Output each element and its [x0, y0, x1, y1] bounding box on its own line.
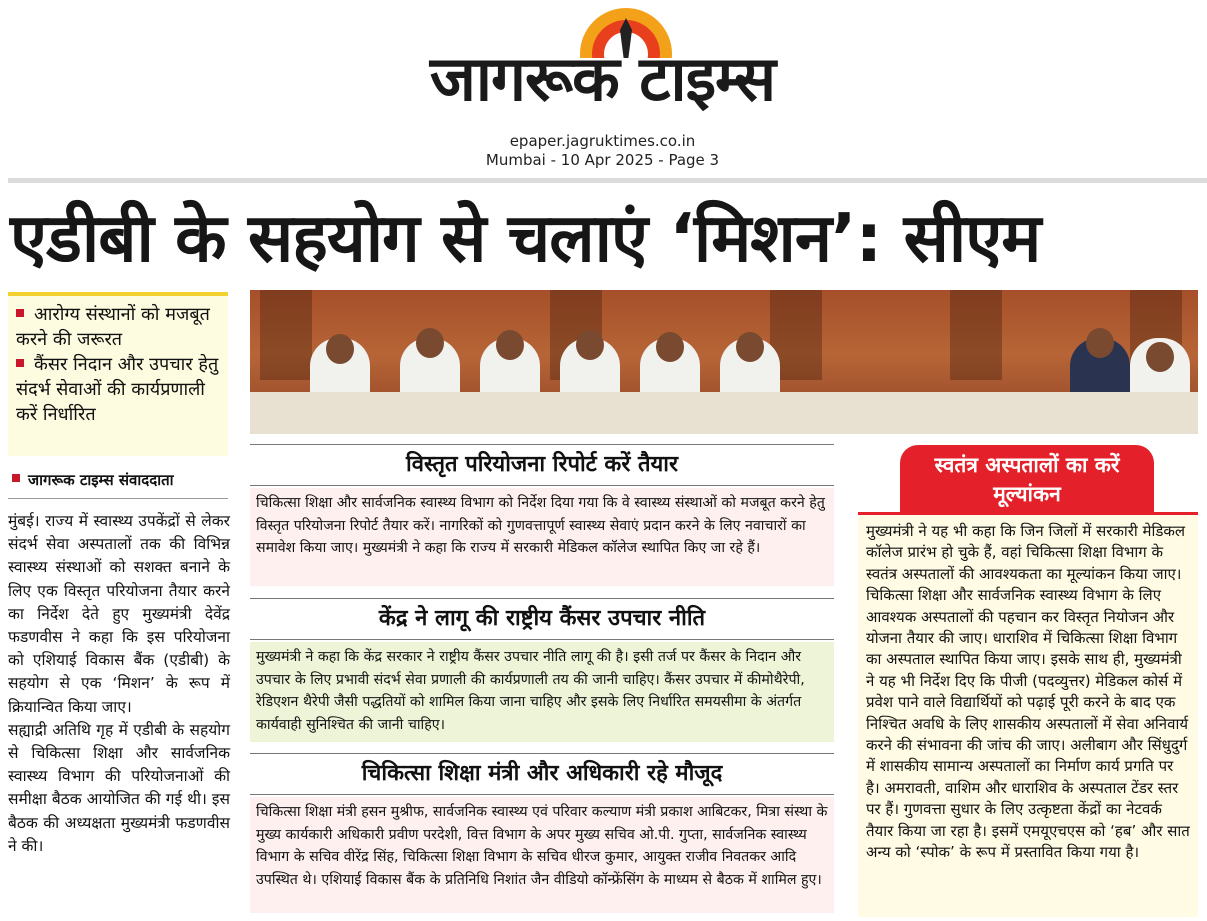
highlight-item: आरोग्य संस्थानों को मजबूत करने की जरूरत [16, 304, 210, 350]
article-paragraph: मुंबई। राज्य में स्वास्थ्य उपकेंद्रों से लेकर संदर्भ सेवा अस्पतालों तक की विभिन्न स्वास्थ्य संस्थाओं को सशक्त बनाने के लिए एक विस्तृत परियोजना तैयार करने का निर्देश देते हुए मुख्यमंत्री देवेंद्र फडणवीस ने कहा कि इस परियोजना को एशियाई विकास बैंक (एडीबी) के सहयोग से एक ‘मिशन’ के रूप में क्रियान्वित किया जाए। [8, 512, 230, 716]
reporter-byline: जागरूक टाइम्स संवाददाता [12, 470, 228, 490]
highlight-item: कैंसर निदान और उपचार हेतु संदर्भ सेवाओं की कार्यप्रणाली करें निर्धारित [16, 354, 219, 425]
site-url[interactable]: epaper.jagruktimes.co.in [509, 132, 696, 150]
page-headline: एडीबी के सहयोग से चलाएं ‘मिशन’: सीएम [10, 199, 1041, 277]
highlights-box [8, 292, 228, 456]
right-column-body: मुख्यमंत्री ने यह भी कहा कि जिन जिलों में सरकारी मेडिकल कॉलेज प्रारंभ हो चुके हैं, वहां चिकित्सा शिक्षा विभाग के स्वतंत्र अस्पतालों की आवश्यकता का मूल्यांकन किया जाए। चिकित्सा शिक्षा और सार्वजनिक स्वास्थ्य विभाग के लिए आवश्यक अस्पतालों की पहचान कर विस्तृत नियोजन और योजना तैयार की जाए। धाराशिव में चिकित्सा शिक्षा विभाग का अस्पताल स्थापित किया जाए। इसके साथ ही, मुख्यमंत्री ने यह भी निर्देश दिए कि पीजी (पदव्युत्तर) मेडिकल कोर्स में प्रवेश पाने वाले विद्यार्थियों को पढ़ाई पूरी करने के बाद एक निश्चित अवधि के लिए शासकीय अस्पतालों में सेवा अनिवार्य करने की संभावना की जांच की जाए। अलीबाग और सिंधुदुर्ग में शासकीय सामान्य अस्पतालों का निर्माण कार्य प्रगति पर है। अमरावती, वाशिम और धाराशिव के अस्पताल टेंडर स्तर पर हैं। गुणवत्ता सुधार के लिए उत्कृष्टता केंद्रों का नेटवर्क तैयार किया जा रहा है। इसमें एमयूएचएस को ‘हब’ और सात अन्य को ‘स्पोक’ के रूप में प्रस्तावित किया गया है। [858, 512, 1198, 917]
square-bullet-icon [16, 359, 24, 367]
meeting-photo [250, 290, 1198, 434]
section-body: चिकित्सा शिक्षा मंत्री हसन मुश्रीफ, सार्वजनिक स्वास्थ्य एवं परिवार कल्याण मंत्री प्रकाश आबिटकर, मित्रा संस्था के मुख्य कार्यकारी अधिकारी प्रवीण परदेशी, वित्त विभाग के अपर मुख्य सचिव ओ.पी. गुप्ता, सार्वजनिक स्वास्थ्य विभाग के सचिव वीरेंद्र सिंह, चिकित्सा शिक्षा विभाग के सचिव धीरज कुमार, आयुक्त राजीव निवतकर आदि उपस्थित थे। एशियाई विकास बैंक के प्रतिनिधि निशांत जैन वीडियो कॉन्फ्रेंसिंग के माध्यम से बैठक में शामिल हुए। [250, 797, 834, 913]
newspaper-logo: जागरूक टाइम्स [429, 42, 776, 115]
section-heading: चिकित्सा शिक्षा मंत्री और अधिकारी रहे मौजूद [250, 753, 834, 795]
section-body: चिकित्सा शिक्षा और सार्वजनिक स्वास्थ्य विभाग को निर्देश दिया गया कि वे स्वास्थ्य संस्थाओं को मजबूत करने हेतु विस्तृत परियोजना रिपोर्ट तैयार करें। नागरिकों को गुणवत्तापूर्ण स्वास्थ्य सेवाएं प्रदान करने के लिए नवाचारों का समावेश किया जाए। मुख्यमंत्री ने कहा कि राज्य में सरकारी मेडिकल कॉलेज स्थापित किए जा रहे हैं। [250, 488, 834, 586]
section-body: मुख्यमंत्री ने कहा कि केंद्र सरकार ने राष्ट्रीय कैंसर उपचार नीति लागू की है। इसी तर्ज पर कैंसर के निदान और उपचार के लिए प्रभावी संदर्भ सेवा प्रणाली की कार्यप्रणाली तय की जानी चाहिए। कैंसर उपचार में कीमोथैरेपी, रेडिएशन थैरेपी जैसी पद्धतियों को शामिल किया जाना चाहिए और इसके लिए निर्धारित समयसीमा के अंतर्गत कार्यवाही सुनिश्चित की जानी चाहिए। [250, 642, 834, 742]
right-column-heading: स्वतंत्र अस्पतालों का करें मूल्यांकन [900, 445, 1154, 513]
masthead [400, 0, 805, 118]
byline-divider [8, 498, 228, 499]
article-paragraph: सह्याद्री अतिथि गृह में एडीबी के सहयोग से चिकित्सा शिक्षा और सार्वजनिक स्वास्थ्य विभाग की परियोजनाओं की समीक्षा बैठक आयोजित की गई थी। इस बैठक की अध्यक्षता मुख्यमंत्री फडणवीस ने की। [8, 720, 230, 855]
section-heading: विस्तृत परियोजना रिपोर्ट करें तैयार [250, 444, 834, 486]
section-heading: केंद्र ने लागू की राष्ट्रीय कैंसर उपचार नीति [250, 598, 834, 640]
left-column-article [8, 510, 230, 858]
dateline: Mumbai - 10 Apr 2025 - Page 3 [485, 151, 720, 169]
masthead-divider [8, 178, 1207, 183]
square-bullet-icon [16, 309, 24, 317]
square-bullet-icon [12, 474, 20, 482]
